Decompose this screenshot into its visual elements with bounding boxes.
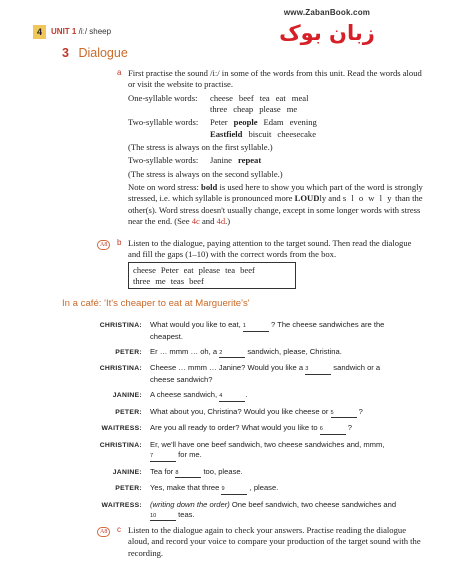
word: repeat <box>237 155 262 166</box>
part-c <box>128 525 424 559</box>
utterance <box>150 407 400 419</box>
utterance-text: Cheese … mmm … Janine? Would you like a <box>150 363 306 373</box>
box-word: beef <box>189 275 204 286</box>
word: Peter <box>210 117 228 128</box>
box-word: cheese <box>133 265 156 275</box>
box-word: eat <box>183 265 194 275</box>
utterance <box>150 347 400 359</box>
utterance-text: Tea for <box>150 466 176 476</box>
part-b-instructions: Listen to the dialogue, paying attention to the target sound. Then read the dialogue and fill the gaps (1–10) with the correct words from the box. <box>128 238 412 260</box>
word: biscuit <box>248 128 272 139</box>
gap-blank[interactable] <box>219 393 245 402</box>
utterance-text: sandwich or a cheese sandwich? <box>150 363 381 384</box>
utterance-text: too, please. <box>201 466 243 476</box>
word-box <box>128 262 296 289</box>
gap-number: 3 <box>305 366 309 373</box>
two-syllable-label: Two-syllable words: <box>128 117 199 128</box>
dialogue-line <box>58 390 428 402</box>
gap-number: 4 <box>219 393 223 400</box>
speaker: WAITRESS: <box>101 501 142 509</box>
note-text: than the other(s). Word stress doesn't usually change, except in some longer words with stress near the end. (See <box>128 193 423 227</box>
word: Edam <box>263 117 284 128</box>
section-heading: Dialogue <box>78 46 128 60</box>
utterance-text: Yes, make that three <box>150 483 222 493</box>
word: Janine <box>210 155 232 166</box>
note-slow: s l o w l y <box>342 193 393 204</box>
dialogue-line <box>58 467 428 479</box>
speaker: PETER: <box>115 408 142 416</box>
word: three <box>210 104 228 115</box>
utterance-text: , please. <box>247 483 279 493</box>
note-bold: bold <box>201 182 218 193</box>
section-number: 3 <box>62 46 69 60</box>
box-word: please <box>198 265 221 275</box>
note-text: is used here to show you which part of the word is strongly stressed, i.e. which syllable is pronounced more <box>128 182 423 204</box>
box-word: Peter <box>160 265 179 275</box>
word: cheese <box>210 92 233 103</box>
gap-number: 10 <box>150 512 157 519</box>
section-title <box>62 45 128 62</box>
speaker: PETER: <box>115 348 142 356</box>
gap-blank[interactable] <box>219 350 245 359</box>
gap-number: 1 <box>242 323 246 329</box>
gap-blank[interactable] <box>305 366 331 375</box>
speaker: PETER: <box>115 485 142 493</box>
gap-blank[interactable] <box>175 470 201 479</box>
dialogue-title: In a café: 'It's cheaper to eat at Marguerite's' <box>62 298 250 309</box>
word: cheap <box>233 104 254 115</box>
word: please <box>259 104 281 115</box>
unit-prefix: UNIT 1 <box>51 26 77 36</box>
gap-number: 8 <box>175 469 179 476</box>
cross-ref-link[interactable]: 4c <box>191 216 200 227</box>
gap-blank[interactable] <box>150 453 176 462</box>
utterance-text: ? <box>345 423 353 433</box>
dialogue-line <box>58 483 428 495</box>
utterance-text: One beef sandwich, two cheese sandwiches and <box>229 499 397 509</box>
two-syllable-row <box>128 117 424 140</box>
utterance-text: What about you, Christina? Would you like cheese or <box>150 406 331 416</box>
dialogue-line <box>58 500 428 522</box>
speaker: JANINE: <box>112 468 142 476</box>
box-word: teas <box>170 275 185 286</box>
dialogue-line <box>58 363 428 385</box>
word: tea <box>259 92 270 103</box>
site-logo[interactable] <box>262 8 392 56</box>
utterance-text: for me. <box>176 450 202 460</box>
utterance-text: Are you all ready to order? What would you like to <box>150 423 320 433</box>
two-syllable-label-second: Two-syllable words: <box>128 155 199 166</box>
stress-note-second: (The stress is always on the second syllable.) <box>128 168 283 179</box>
two-syllable-words <box>210 117 323 140</box>
note-loud: LOUD <box>294 193 320 204</box>
part-a-marker: a <box>117 68 122 77</box>
note-text: Note on word stress: <box>128 182 202 193</box>
stage-direction: (writing down the order) <box>150 499 230 509</box>
gap-number: 5 <box>330 409 334 416</box>
dialogue <box>58 320 428 526</box>
one-syllable-words <box>210 93 314 116</box>
word: eat <box>275 92 286 103</box>
utterance-text: teas. <box>176 509 195 519</box>
utterance-text: A cheese sandwich, <box>150 390 220 400</box>
word: meal <box>291 92 309 103</box>
stress-note-first: (The stress is always on the first syllable.) <box>128 142 273 153</box>
utterance <box>150 320 400 342</box>
part-a <box>128 68 424 227</box>
one-syllable-label: One-syllable words: <box>128 92 198 103</box>
dialogue-line <box>58 440 428 462</box>
cross-ref-link[interactable]: 4d <box>216 216 226 227</box>
speaker: CHRISTINA: <box>99 365 142 373</box>
speaker: CHRISTINA: <box>99 441 142 449</box>
gap-number: 6 <box>319 426 323 433</box>
gap-number: 2 <box>219 349 223 356</box>
utterance-text: Er, we'll have one beef sandwich, two cheese sandwiches and, mmm, <box>150 439 385 449</box>
box-word: three <box>133 275 151 286</box>
utterance-text: . <box>245 390 248 400</box>
utterance <box>150 467 400 479</box>
logo-url: www.ZabanBook.com <box>283 8 371 17</box>
part-a-intro: First practise the sound /iː/ in some of the words from this unit. Read the words aloud or visit the website to practise. <box>128 68 422 90</box>
utterance <box>150 483 400 495</box>
two-syllable-row-second <box>128 155 424 166</box>
part-c-marker: c <box>117 525 121 534</box>
word: people <box>233 117 258 128</box>
speaker: CHRISTINA: <box>99 322 142 329</box>
utterance <box>150 440 400 462</box>
gap-blank[interactable] <box>221 486 247 495</box>
part-b <box>128 238 424 261</box>
word: Eastfield <box>210 128 243 139</box>
box-word: me <box>155 275 166 286</box>
unit-word: sheep <box>89 26 112 36</box>
word: evening <box>289 117 317 128</box>
gap-blank[interactable] <box>331 410 357 419</box>
note-text: .) <box>225 216 231 227</box>
unit-header <box>33 25 111 39</box>
gap-blank[interactable] <box>320 426 346 435</box>
dialogue-line <box>58 407 428 419</box>
unit-phoneme: /iː/ <box>78 26 88 36</box>
utterance <box>150 390 400 402</box>
word: beef <box>238 92 254 103</box>
gap-blank[interactable] <box>150 513 176 522</box>
page-number: 4 <box>33 25 46 39</box>
box-word: tea <box>225 265 236 275</box>
utterance-text: ? The cheese sandwiches are the cheapest. <box>150 320 385 341</box>
speaker: JANINE: <box>112 392 142 400</box>
dialogue-line <box>58 423 428 435</box>
unit-label <box>51 27 111 38</box>
logo-mark: زبان بوک <box>279 20 375 45</box>
gap-number: 9 <box>221 486 225 493</box>
word: me <box>286 104 298 115</box>
audio-track-icon[interactable]: A8 <box>97 527 110 537</box>
note-text: ly and <box>319 193 343 204</box>
box-word: beef <box>240 265 255 275</box>
utterance-text: Er … mmm … oh, a <box>150 346 220 356</box>
utterance <box>150 500 400 522</box>
two-syllable-words-second <box>210 155 267 166</box>
utterance <box>150 363 400 385</box>
utterance <box>150 423 400 435</box>
utterance-text: sandwich, please, Christina. <box>245 346 342 356</box>
audio-track-icon[interactable]: A8 <box>97 240 110 250</box>
gap-blank[interactable] <box>243 323 269 332</box>
utterance-text: What would you like to eat, <box>150 320 243 329</box>
one-syllable-row <box>128 93 424 116</box>
dialogue-line <box>58 320 428 342</box>
part-c-instructions: Listen to the dialogue again to check your answers. Practise reading the dialogue aloud, and record your voice to compare your production of the target sound with the recording. <box>128 525 421 558</box>
dialogue-line <box>58 347 428 359</box>
utterance-text: ? <box>356 406 363 416</box>
speaker: WAITRESS: <box>101 425 142 433</box>
word: cheesecake <box>277 128 317 139</box>
word-stress-note <box>128 182 424 227</box>
part-b-marker: b <box>117 238 122 247</box>
note-text: and <box>199 216 217 227</box>
gap-number: 7 <box>150 453 154 460</box>
